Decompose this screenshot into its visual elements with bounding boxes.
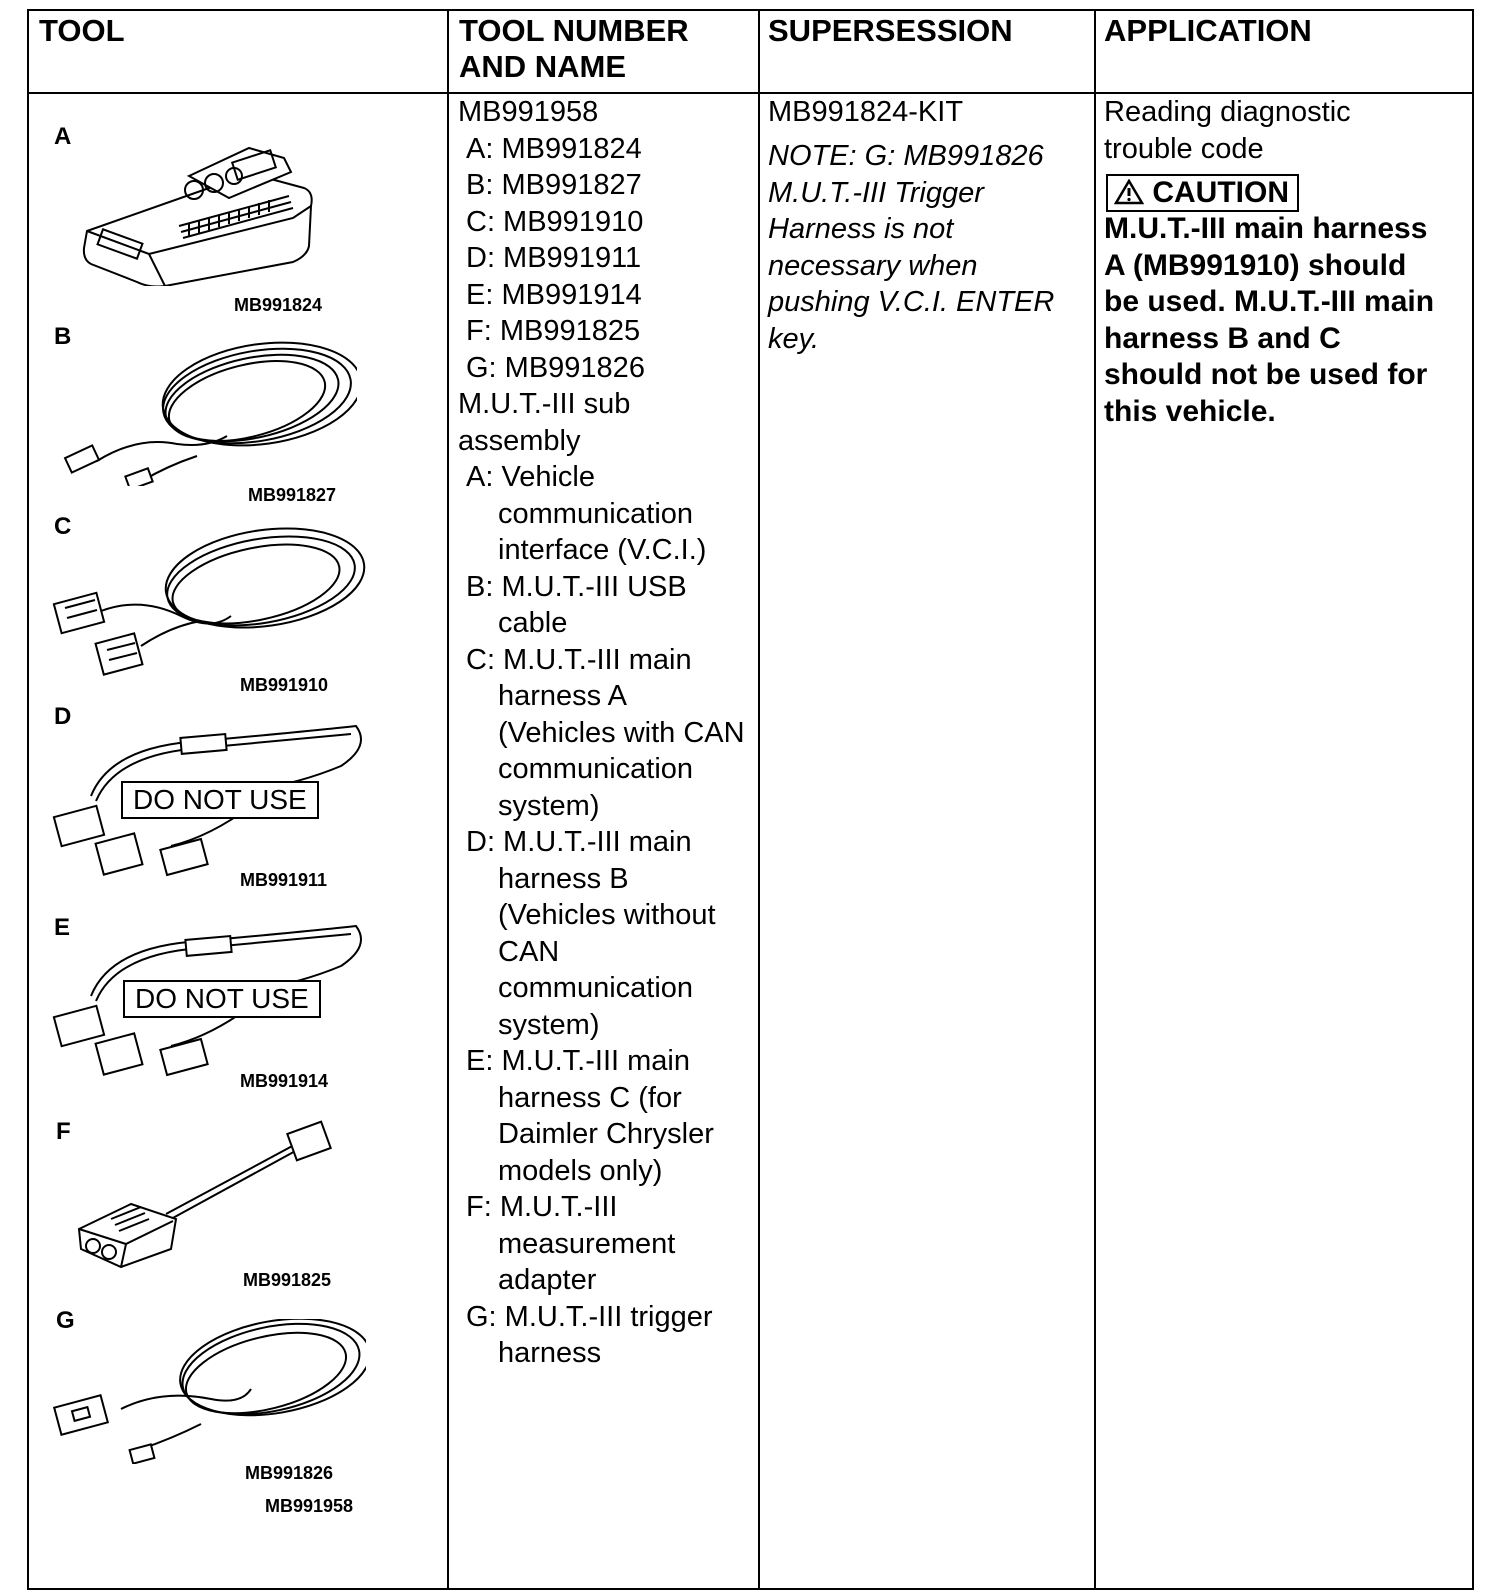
component-b: B: MB991827	[466, 169, 642, 201]
application-line: Reading diagnostic	[1104, 96, 1351, 128]
tool-part-a: MB991824	[234, 295, 323, 315]
desc-a-cont: interface (V.C.I.)	[498, 534, 707, 566]
desc-a: A: Vehicle	[466, 461, 595, 493]
caution-line: M.U.T.-III main harness	[1104, 212, 1428, 245]
desc-c-cont: harness A	[498, 680, 627, 712]
usb-cable-illustration	[57, 336, 357, 486]
do-not-use-stamp-e: DO NOT USE	[123, 980, 321, 1018]
tool-letter-c: C	[54, 513, 72, 540]
note-line: Harness is not	[768, 213, 954, 245]
header-supersession: SUPERSESSION	[768, 13, 1013, 48]
tool-part-g: MB991826	[245, 1463, 334, 1483]
caution-line: harness B and C	[1104, 321, 1341, 355]
desc-e-cont: models only)	[498, 1154, 663, 1187]
measurement-adapter-illustration	[71, 1119, 341, 1269]
desc-d-cont: (Vehicles without	[498, 899, 716, 931]
caution-label: CAUTION	[1152, 176, 1289, 209]
kit-number: MB991958	[458, 96, 599, 128]
desc-d-cont: communication	[498, 972, 694, 1004]
tool-letter-e: E	[54, 914, 71, 941]
sub-assembly-title-cont: assembly	[458, 424, 581, 457]
component-a: A: MB991824	[466, 132, 642, 165]
desc-c-cont: system)	[498, 789, 600, 822]
tool-letter-g: G	[56, 1307, 75, 1334]
trigger-harness-illustration	[51, 1319, 366, 1464]
note-line: pushing V.C.I. ENTER	[768, 286, 1055, 318]
desc-e-cont: Daimler Chrysler	[498, 1118, 714, 1150]
desc-a-cont: communication	[498, 497, 694, 530]
desc-e: E: M.U.T.-III main	[466, 1045, 690, 1077]
desc-c: C: M.U.T.-III main	[466, 643, 692, 676]
do-not-use-stamp-d: DO NOT USE	[121, 781, 319, 819]
sub-assembly-title: M.U.T.-III sub	[458, 388, 631, 420]
application-line: trouble code	[1104, 132, 1264, 165]
desc-d: D: M.U.T.-III main	[466, 826, 692, 858]
tool-table	[27, 9, 1474, 1590]
caution-line: this vehicle.	[1104, 394, 1276, 428]
desc-f-cont: adapter	[498, 1264, 597, 1296]
warning-triangle-icon	[1114, 179, 1144, 205]
component-d: D: MB991911	[466, 242, 642, 274]
tool-number-list	[458, 94, 745, 1372]
desc-b: B: M.U.T.-III USB	[466, 570, 687, 603]
tool-letter-f: F	[56, 1118, 71, 1145]
desc-d-cont: CAN	[498, 935, 560, 968]
component-c: C: MB991910	[466, 205, 644, 238]
desc-c-cont: (Vehicles with CAN	[498, 716, 745, 749]
desc-c-cont: communication	[498, 753, 694, 785]
desc-f: F: M.U.T.-III	[466, 1191, 618, 1223]
tool-letter-d: D	[54, 703, 72, 730]
header-tool-number-line2: AND NAME	[459, 49, 627, 84]
caution-box	[1106, 174, 1299, 212]
desc-e-cont: harness C (for	[498, 1081, 682, 1114]
application-text	[1104, 94, 1351, 167]
desc-g-cont: harness	[498, 1337, 602, 1369]
harness-a-illustration	[51, 526, 366, 681]
header-tool-number	[459, 13, 689, 85]
tool-part-d: MB991911	[240, 870, 328, 890]
header-tool-number-line1: TOOL NUMBER	[459, 13, 689, 48]
vci-box-illustration	[79, 136, 319, 286]
kit-part-number: MB991958	[265, 1496, 354, 1516]
tool-letter-b: B	[54, 323, 72, 350]
tool-part-f: MB991825	[243, 1270, 332, 1290]
column-divider	[758, 11, 760, 1588]
note-line: key.	[768, 322, 820, 355]
note-line: M.U.T.-III Trigger	[768, 176, 984, 209]
desc-g: G: M.U.T.-III trigger	[466, 1300, 713, 1333]
component-e: E: MB991914	[466, 278, 642, 311]
supersession-part: MB991824-KIT	[768, 96, 964, 128]
component-g: G: MB991826	[466, 351, 645, 384]
desc-d-cont: harness B	[498, 862, 629, 895]
note-line: NOTE: G: MB991826	[768, 140, 1044, 172]
caution-text	[1104, 211, 1434, 430]
caution-line: should not be used for	[1104, 358, 1428, 391]
column-divider	[447, 11, 449, 1588]
desc-d-cont: system)	[498, 1008, 600, 1041]
tool-letter-a: A	[54, 123, 72, 150]
caution-line: be used. M.U.T.-III main	[1104, 285, 1435, 318]
tool-part-e: MB991914	[240, 1071, 329, 1091]
tool-part-b: MB991827	[248, 485, 337, 505]
tool-part-c: MB991910	[240, 675, 329, 695]
caution-line: A (MB991910) should	[1104, 248, 1407, 282]
supersession-note	[768, 138, 1054, 357]
note-line: necessary when	[768, 249, 978, 282]
header-application: APPLICATION	[1104, 13, 1312, 48]
desc-b-cont: cable	[498, 607, 568, 639]
header-tool: TOOL	[39, 13, 125, 48]
column-divider	[1094, 11, 1096, 1588]
desc-f-cont: measurement	[498, 1227, 676, 1260]
component-f: F: MB991825	[466, 315, 641, 347]
